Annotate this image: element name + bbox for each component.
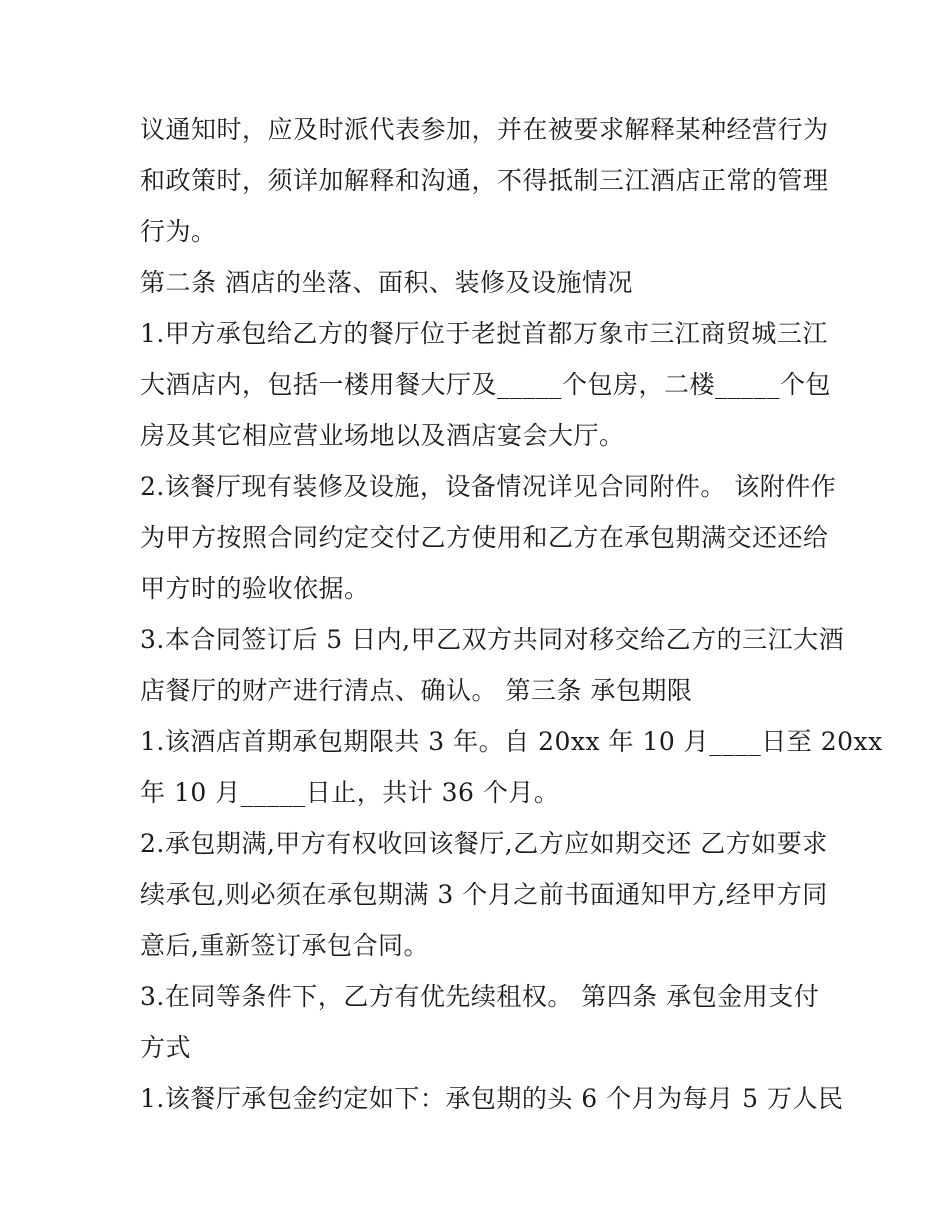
text-line: 3.在同等条件下，乙方有优先续租权。 第四条 承包金用支付 bbox=[140, 982, 820, 1011]
text-line: 1.该酒店首期承包期限共 3 年。自 20xx 年 10 月____日至 20xx bbox=[140, 727, 883, 756]
text-line: 3.本合同签订后 5 日内,甲乙双方共同对移交给乙方的三江大酒 bbox=[140, 625, 845, 654]
text-line: 甲方时的验收依据。 bbox=[140, 574, 370, 603]
text-line: 议通知时，应及时派代表参加，并在被要求解释某种经营行为 bbox=[140, 115, 829, 144]
contract-body bbox=[140, 104, 883, 1124]
text-line: 大酒店内，包括一楼用餐大厅及_____个包房，二楼_____个包 bbox=[140, 370, 832, 399]
text-line: 行为。 bbox=[140, 217, 217, 246]
text-line: 续承包,则必须在承包期满 3 个月之前书面通知甲方,经甲方同 bbox=[140, 880, 828, 909]
text-line: 1.该餐厅承包金约定如下：承包期的头 6 个月为每月 5 万人民 bbox=[140, 1084, 844, 1113]
text-line: 房及其它相应营业场地以及酒店宴会大厅。 bbox=[140, 421, 625, 450]
text-line: 年 10 月_____日止，共计 36 个月。 bbox=[140, 778, 560, 807]
text-line: 和政策时，须详加解释和沟通，不得抵制三江酒店正常的管理 bbox=[140, 166, 829, 195]
section-heading-2: 第二条 酒店的坐落、面积、装修及设施情况 bbox=[140, 268, 633, 297]
text-line: 为甲方按照合同约定交付乙方使用和乙方在承包期满交还还给 bbox=[140, 523, 829, 552]
text-line: 1.甲方承包给乙方的餐厅位于老挝首都万象市三江商贸城三江 bbox=[140, 319, 828, 348]
text-line: 意后,重新签订承包合同。 bbox=[140, 931, 429, 960]
text-line: 店餐厅的财产进行清点、确认。 第三条 承包期限 bbox=[140, 676, 693, 705]
text-line: 2.承包期满,甲方有权收回该餐厅,乙方应如期交还 乙方如要求 bbox=[140, 829, 828, 858]
text-line: 方式 bbox=[140, 1033, 192, 1062]
text-line: 2.该餐厅现有装修及设施，设备情况详见合同附件。 该附件作 bbox=[140, 472, 837, 501]
